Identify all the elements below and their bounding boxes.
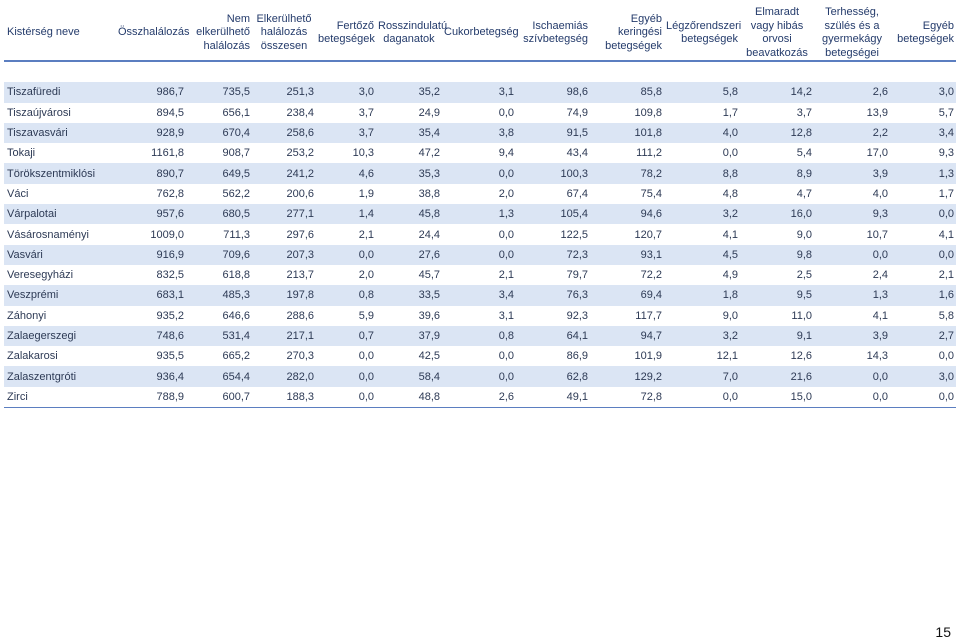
value-cell: 2,6 xyxy=(442,387,516,408)
value-cell: 562,2 xyxy=(222,187,250,200)
value-cell: 270,3 xyxy=(286,350,314,363)
value-cell: 12,1 xyxy=(716,350,738,363)
district-name-cell: Tokaji xyxy=(7,147,36,160)
value-cell: 14,3 xyxy=(866,350,888,363)
value-cell: 0,0 xyxy=(814,366,890,386)
value-cell: 33,5 xyxy=(376,285,442,305)
value-cell: 49,1 xyxy=(516,387,590,408)
table-row xyxy=(4,224,956,244)
value-cell: 207,3 xyxy=(252,245,316,265)
value-cell: 762,8 xyxy=(156,187,184,200)
value-cell: 4,6 xyxy=(316,163,376,183)
value-cell: 683,1 xyxy=(116,285,186,305)
value-cell: 788,9 xyxy=(116,387,186,408)
value-cell: 1,4 xyxy=(316,204,376,224)
value-cell: 2,1 xyxy=(358,228,374,241)
value-cell: 72,2 xyxy=(640,269,662,282)
value-cell: 277,1 xyxy=(252,204,316,224)
value-cell: 86,9 xyxy=(566,350,588,363)
value-cell: 105,4 xyxy=(516,204,590,224)
value-cell: 2,4 xyxy=(872,269,888,282)
value-cell: 0,0 xyxy=(358,350,374,363)
value-cell: 1161,8 xyxy=(151,147,184,160)
value-cell: 12,8 xyxy=(740,123,814,143)
value-cell: 288,6 xyxy=(286,309,314,322)
value-cell: 11,0 xyxy=(791,309,812,322)
value-cell: 0,0 xyxy=(722,147,738,160)
value-cell: 251,3 xyxy=(252,82,316,102)
mortality-table xyxy=(4,6,956,408)
value-cell: 9,5 xyxy=(740,285,814,305)
value-cell: 0,0 xyxy=(442,163,516,183)
value-cell: 21,6 xyxy=(740,366,814,386)
value-cell: 258,6 xyxy=(252,123,316,143)
value-cell: 531,4 xyxy=(186,326,252,346)
district-name-cell: Zalaegerszegi xyxy=(4,326,116,346)
value-cell: 0,0 xyxy=(316,366,376,386)
district-name-cell: Zalakarosi xyxy=(7,350,58,363)
value-cell: 24,9 xyxy=(418,106,440,119)
value-cell: 5,7 xyxy=(938,106,954,119)
table-row xyxy=(4,143,956,163)
value-cell: 92,3 xyxy=(566,309,588,322)
value-cell: 4,1 xyxy=(722,228,738,241)
value-cell: 94,6 xyxy=(590,204,664,224)
value-cell: 4,8 xyxy=(722,187,738,200)
value-cell: 2,6 xyxy=(814,82,890,102)
district-name-cell: Váci xyxy=(7,187,29,200)
value-cell: 1,7 xyxy=(938,187,954,200)
value-cell: 94,7 xyxy=(590,326,664,346)
value-cell: 1,7 xyxy=(722,106,738,119)
value-cell: 1,9 xyxy=(358,187,374,200)
value-cell: 2,0 xyxy=(358,269,374,282)
value-cell: 45,7 xyxy=(418,269,440,282)
value-cell: 9,8 xyxy=(740,245,814,265)
value-cell: 16,0 xyxy=(740,204,814,224)
value-cell: 0,0 xyxy=(814,387,890,408)
value-cell: 241,2 xyxy=(252,163,316,183)
value-cell: 75,4 xyxy=(640,187,662,200)
value-cell: 0,0 xyxy=(498,350,514,363)
value-cell: 78,2 xyxy=(590,163,664,183)
value-cell: 1009,0 xyxy=(150,228,184,241)
value-cell: 2,5 xyxy=(796,269,812,282)
value-cell: 74,9 xyxy=(566,106,588,119)
column-header: Egyéb keringési betegségek xyxy=(605,12,662,52)
value-cell: 670,4 xyxy=(186,123,252,143)
header-row xyxy=(4,6,956,61)
value-cell: 85,8 xyxy=(590,82,664,102)
table-body xyxy=(4,61,956,408)
value-cell: 5,8 xyxy=(938,309,954,322)
value-cell: 37,9 xyxy=(376,326,442,346)
value-cell: 3,7 xyxy=(358,106,374,119)
value-cell: 188,3 xyxy=(252,387,316,408)
value-cell: 1,3 xyxy=(442,204,516,224)
value-cell: 122,5 xyxy=(560,228,588,241)
column-header: Összhalálozás xyxy=(118,26,190,39)
value-cell: 3,1 xyxy=(442,82,516,102)
value-cell: 9,0 xyxy=(796,228,812,241)
table-row xyxy=(4,306,956,326)
value-cell: 0,0 xyxy=(664,387,740,408)
value-cell: 9,0 xyxy=(722,309,738,322)
value-cell: 10,3 xyxy=(352,147,374,160)
value-cell: 0,0 xyxy=(316,245,376,265)
value-cell: 253,2 xyxy=(286,147,314,160)
district-name-cell: Zalaszentgróti xyxy=(4,366,116,386)
value-cell: 76,3 xyxy=(516,285,590,305)
value-cell: 117,7 xyxy=(635,309,662,322)
value-cell: 0,0 xyxy=(890,387,956,408)
value-cell: 297,6 xyxy=(286,228,314,241)
column-header: Ischaemiás szívbetegség xyxy=(523,19,588,45)
column-header: Kistérség neve xyxy=(7,26,80,39)
value-cell: 3,9 xyxy=(814,326,890,346)
column-header: Egyéb betegségek xyxy=(897,19,954,45)
value-cell: 936,4 xyxy=(116,366,186,386)
value-cell: 665,2 xyxy=(222,350,250,363)
column-header: Terhesség, szülés és a gyermekágy betegségei xyxy=(822,6,882,59)
value-cell: 45,8 xyxy=(376,204,442,224)
value-cell: 600,7 xyxy=(186,387,252,408)
value-cell: 129,2 xyxy=(590,366,664,386)
value-cell: 4,7 xyxy=(796,187,812,200)
value-cell: 3,1 xyxy=(498,309,514,322)
value-cell: 5,8 xyxy=(664,82,740,102)
value-cell: 646,6 xyxy=(222,309,250,322)
value-cell: 3,4 xyxy=(442,285,516,305)
value-cell: 649,5 xyxy=(186,163,252,183)
value-cell: 2,1 xyxy=(498,269,514,282)
value-cell: 39,6 xyxy=(418,309,440,322)
value-cell: 62,8 xyxy=(516,366,590,386)
column-header: Nem elkerülhető halálozás xyxy=(196,12,250,52)
value-cell: 27,6 xyxy=(376,245,442,265)
value-cell: 3,4 xyxy=(890,123,956,143)
value-cell: 1,8 xyxy=(664,285,740,305)
value-cell: 24,4 xyxy=(418,228,440,241)
value-cell: 101,9 xyxy=(634,350,662,363)
district-name-cell: Vasvári xyxy=(4,245,116,265)
value-cell: 109,8 xyxy=(634,106,662,119)
value-cell: 0,8 xyxy=(442,326,516,346)
value-cell: 2,2 xyxy=(814,123,890,143)
value-cell: 8,9 xyxy=(740,163,814,183)
value-cell: 3,9 xyxy=(814,163,890,183)
value-cell: 0,8 xyxy=(316,285,376,305)
column-header: Rosszindulatú daganatok xyxy=(378,19,448,45)
value-cell: 680,5 xyxy=(186,204,252,224)
table-row xyxy=(4,326,956,346)
value-cell: 9,3 xyxy=(814,204,890,224)
value-cell: 908,7 xyxy=(222,147,250,160)
value-cell: 93,1 xyxy=(590,245,664,265)
value-cell: 832,5 xyxy=(156,269,184,282)
value-cell: 7,0 xyxy=(664,366,740,386)
value-cell: 4,1 xyxy=(938,228,954,241)
value-cell: 656,1 xyxy=(222,106,250,119)
value-cell: 3,2 xyxy=(664,204,740,224)
value-cell: 1,3 xyxy=(814,285,890,305)
value-cell: 0,7 xyxy=(316,326,376,346)
value-cell: 48,8 xyxy=(376,387,442,408)
value-cell: 101,8 xyxy=(590,123,664,143)
value-cell: 43,4 xyxy=(566,147,588,160)
value-cell: 10,7 xyxy=(866,228,888,241)
value-cell: 0,0 xyxy=(498,228,514,241)
district-name-cell: Tiszavasvári xyxy=(4,123,116,143)
value-cell: 709,6 xyxy=(186,245,252,265)
value-cell: 2,0 xyxy=(498,187,514,200)
value-cell: 935,5 xyxy=(156,350,184,363)
table-row xyxy=(4,163,956,183)
value-cell: 58,4 xyxy=(376,366,442,386)
value-cell: 1,6 xyxy=(890,285,956,305)
value-cell: 4,5 xyxy=(664,245,740,265)
value-cell: 2,7 xyxy=(890,326,956,346)
value-cell: 282,0 xyxy=(252,366,316,386)
table-header xyxy=(4,6,956,61)
district-name-cell: Várpalotai xyxy=(4,204,116,224)
table-row xyxy=(4,346,956,366)
value-cell: 748,6 xyxy=(116,326,186,346)
value-cell: 935,2 xyxy=(156,309,184,322)
value-cell: 67,4 xyxy=(566,187,588,200)
value-cell: 3,0 xyxy=(890,366,956,386)
value-cell: 35,3 xyxy=(376,163,442,183)
value-cell: 890,7 xyxy=(116,163,186,183)
district-name-cell: Veszprémi xyxy=(4,285,116,305)
value-cell: 111,2 xyxy=(636,147,662,160)
value-cell: 217,1 xyxy=(252,326,316,346)
value-cell: 928,9 xyxy=(116,123,186,143)
value-cell: 120,7 xyxy=(634,228,662,241)
table-row xyxy=(4,265,956,285)
table-row xyxy=(4,366,956,386)
value-cell: 17,0 xyxy=(866,147,888,160)
value-cell: 0,0 xyxy=(442,245,516,265)
district-name-cell: Záhonyi xyxy=(7,309,47,322)
value-cell: 0,0 xyxy=(814,245,890,265)
value-cell: 3,7 xyxy=(796,106,812,119)
district-name-cell: Vásárosnaményi xyxy=(7,228,89,241)
table-row xyxy=(4,285,956,305)
value-cell: 64,1 xyxy=(516,326,590,346)
column-header: Légzőrendszeri betegségek xyxy=(666,19,742,45)
district-name-cell: Veresegyházi xyxy=(7,269,74,282)
table-row xyxy=(4,82,956,102)
value-cell: 5,4 xyxy=(796,147,812,160)
value-cell: 0,0 xyxy=(498,106,514,119)
value-cell: 3,8 xyxy=(442,123,516,143)
value-cell: 0,0 xyxy=(890,204,956,224)
value-cell: 3,0 xyxy=(890,82,956,102)
district-name-cell: Zirci xyxy=(4,387,116,408)
value-cell: 3,2 xyxy=(664,326,740,346)
value-cell: 98,6 xyxy=(516,82,590,102)
district-name-cell: Tiszafüredi xyxy=(4,82,116,102)
value-cell: 618,8 xyxy=(222,269,250,282)
table-row xyxy=(4,387,956,408)
value-cell: 35,2 xyxy=(376,82,442,102)
value-cell: 0,0 xyxy=(938,350,954,363)
value-cell: 3,0 xyxy=(316,82,376,102)
header-spacer xyxy=(4,61,956,82)
value-cell: 69,4 xyxy=(590,285,664,305)
district-name-cell: Törökszentmiklósi xyxy=(4,163,116,183)
table-row xyxy=(4,184,956,204)
value-cell: 72,8 xyxy=(590,387,664,408)
value-cell: 213,7 xyxy=(286,269,314,282)
value-cell: 9,1 xyxy=(740,326,814,346)
table-row xyxy=(4,204,956,224)
value-cell: 79,7 xyxy=(566,269,588,282)
value-cell: 1,3 xyxy=(890,163,956,183)
value-cell: 986,7 xyxy=(116,82,186,102)
value-cell: 5,9 xyxy=(358,309,374,322)
value-cell: 9,3 xyxy=(938,147,954,160)
value-cell: 42,5 xyxy=(418,350,440,363)
value-cell: 72,3 xyxy=(516,245,590,265)
value-cell: 735,5 xyxy=(186,82,252,102)
value-cell: 4,9 xyxy=(722,269,738,282)
column-header: Fertőző betegségek xyxy=(318,19,375,45)
value-cell: 13,9 xyxy=(866,106,888,119)
column-header: Cukorbetegség xyxy=(444,26,519,39)
value-cell: 4,0 xyxy=(872,187,888,200)
value-cell: 47,2 xyxy=(418,147,440,160)
value-cell: 894,5 xyxy=(156,106,184,119)
value-cell: 654,4 xyxy=(186,366,252,386)
value-cell: 957,6 xyxy=(116,204,186,224)
value-cell: 916,9 xyxy=(116,245,186,265)
value-cell: 4,1 xyxy=(872,309,888,322)
value-cell: 4,0 xyxy=(664,123,740,143)
district-name-cell: Tiszaújvárosi xyxy=(7,106,71,119)
value-cell: 35,4 xyxy=(376,123,442,143)
value-cell: 3,7 xyxy=(316,123,376,143)
column-header: Elmaradt vagy hibás orvosi beavatkozás xyxy=(746,6,808,59)
value-cell: 38,8 xyxy=(418,187,440,200)
value-cell: 0,0 xyxy=(890,245,956,265)
table-row xyxy=(4,245,956,265)
value-cell: 197,8 xyxy=(252,285,316,305)
value-cell: 8,8 xyxy=(664,163,740,183)
value-cell: 200,6 xyxy=(286,187,314,200)
column-header: Elkerülhető halálozás összesen xyxy=(256,12,312,52)
value-cell: 2,1 xyxy=(938,269,954,282)
value-cell: 14,2 xyxy=(740,82,814,102)
page-number: 15 xyxy=(935,624,951,640)
table-row xyxy=(4,103,956,123)
value-cell: 485,3 xyxy=(186,285,252,305)
value-cell: 100,3 xyxy=(516,163,590,183)
value-cell: 0,0 xyxy=(442,366,516,386)
value-cell: 91,5 xyxy=(516,123,590,143)
value-cell: 238,4 xyxy=(286,106,314,119)
value-cell: 9,4 xyxy=(498,147,514,160)
value-cell: 15,0 xyxy=(740,387,814,408)
value-cell: 711,3 xyxy=(223,228,250,241)
table-row xyxy=(4,123,956,143)
value-cell: 0,0 xyxy=(316,387,376,408)
value-cell: 12,6 xyxy=(790,350,812,363)
